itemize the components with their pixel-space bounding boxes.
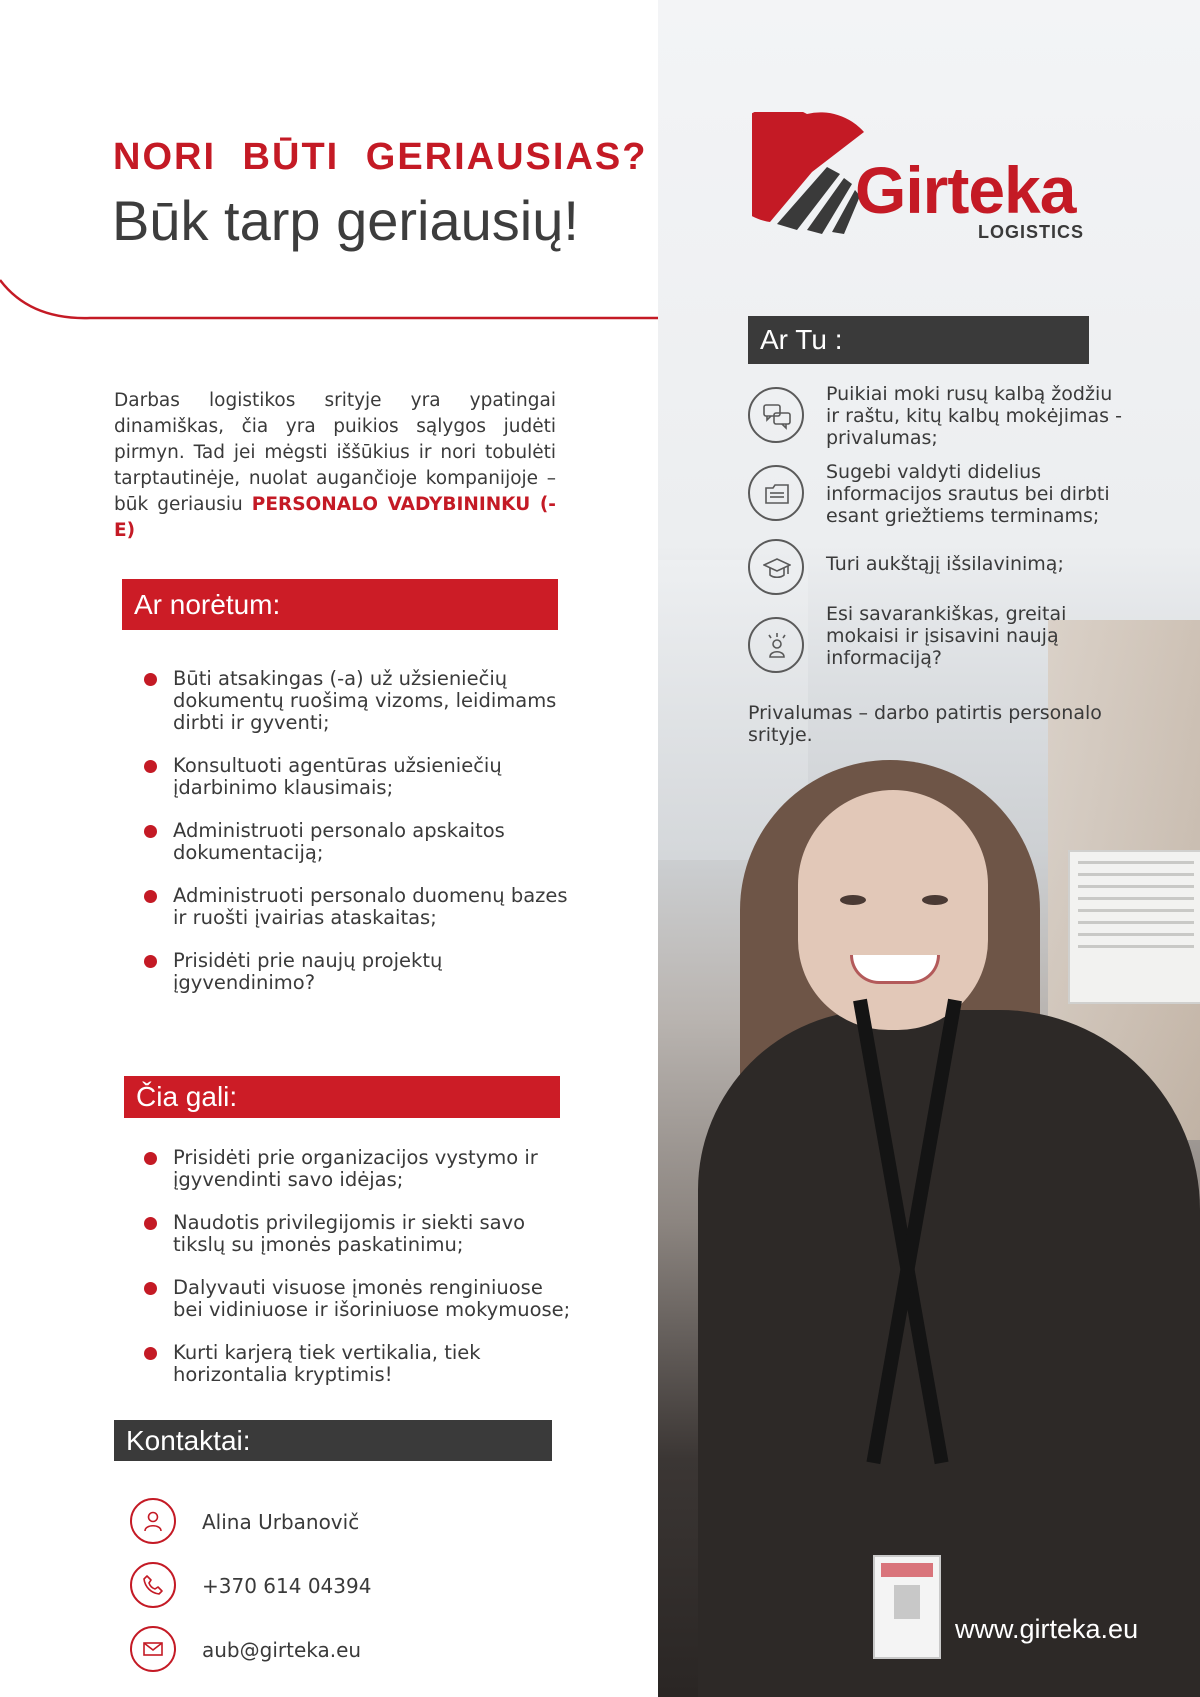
duties-heading: Ar norėtum: (122, 579, 558, 630)
requirement-item (748, 603, 1128, 677)
whiteboard (1068, 850, 1200, 1004)
person-eye (840, 895, 866, 905)
offers-heading: Čia gali: (124, 1076, 560, 1118)
list-item: Dalyvauti visuose įmonės renginiuose bei vidiniuose ir išoriniuose mokymuose; (136, 1277, 576, 1321)
requirement-item (748, 383, 1128, 449)
duties-list (136, 668, 576, 1015)
list-item: Administruoti personalo duomenų bazes ir ruošti įvairias ataskaitas; (136, 885, 576, 929)
contact-phone[interactable]: +370 614 04394 (202, 1574, 372, 1598)
contact-email[interactable]: aub@girteka.eu (202, 1638, 362, 1662)
requirement-text: Turi aukštąjį išsilavinimą; (826, 553, 1064, 575)
person-torso (698, 1010, 1200, 1697)
logo-wordmark: Girteka (855, 153, 1076, 227)
headline: Būk tarp geriausių! (112, 189, 579, 252)
requirement-item (748, 539, 1128, 599)
list-item: Administruoti personalo apskaitos dokumentaciją; (136, 820, 576, 864)
offers-list (136, 1147, 576, 1407)
photo-panel (658, 0, 1200, 1697)
girteka-logo-mark (752, 112, 872, 237)
chat-bubbles-icon (748, 387, 804, 443)
graduation-cap-icon (748, 539, 804, 595)
contact-name: Alina Urbanovič (202, 1510, 360, 1534)
requirement-text: Sugebi valdyti didelius informacijos srautus bei dirbti esant griežtiems terminams; (826, 461, 1110, 527)
list-item: Prisidėti prie naujų projektų įgyvendinimo? (136, 950, 576, 994)
advantage-note: Privalumas – darbo patirtis personalo srityje. (748, 702, 1102, 746)
requirements-heading: Ar Tu : (748, 316, 1089, 364)
person-idea-icon (748, 617, 804, 673)
website-link[interactable]: www.girteka.eu (955, 1614, 1139, 1644)
person-icon (130, 1498, 176, 1544)
requirement-item (748, 461, 1128, 527)
contact-email-row (130, 1626, 550, 1676)
phone-icon (130, 1562, 176, 1608)
list-item: Naudotis privilegijomis ir siekti savo tikslų su įmonės paskatinimu; (136, 1212, 576, 1256)
intro-paragraph (114, 388, 556, 544)
person-face (798, 790, 988, 1030)
position-title: PERSONALO VADYBININKU (-E) (114, 494, 556, 541)
list-item: Kurti karjerą tiek vertikalia, tiek horizontalia kryptimis! (136, 1342, 576, 1386)
envelope-icon (130, 1626, 176, 1672)
list-item: Konsultuoti agentūras užsieniečių įdarbinimo klausimais; (136, 755, 576, 799)
list-item: Prisidėti prie organizacijos vystymo ir įgyvendinti savo idėjas; (136, 1147, 576, 1191)
contact-name-row (130, 1498, 550, 1548)
id-badge (873, 1555, 941, 1659)
kicker-title: NORI BŪTI GERIAUSIAS? (113, 136, 648, 178)
person-eye (922, 895, 948, 905)
documents-icon (748, 465, 804, 521)
intro-text: Darbas logistikos srityje yra ypatingai dinamiškas, čia yra puikios sąlygos judėti pirmyn. Tad jei mėgsti iššūkius ir nori tobulėti tarptautinėje, nuolat augančioje kompanijoje – būk geriausiu (114, 390, 556, 515)
header-curve (0, 270, 660, 320)
list-item: Būti atsakingas (-a) už užsieniečių dokumentų ruošimą vizoms, leidimams dirbti ir gyventi; (136, 668, 576, 734)
contacts-heading: Kontaktai: (114, 1420, 552, 1461)
requirement-text: Esi savarankiškas, greitai mokaisi ir įsisavini naują informaciją? (826, 603, 1067, 669)
contact-phone-row (130, 1562, 550, 1612)
logo-subtitle: LOGISTICS (978, 222, 1085, 242)
requirement-text: Puikiai moki rusų kalbą žodžiu ir raštu, kitų kalbų mokėjimas - privalumas; (826, 383, 1122, 449)
